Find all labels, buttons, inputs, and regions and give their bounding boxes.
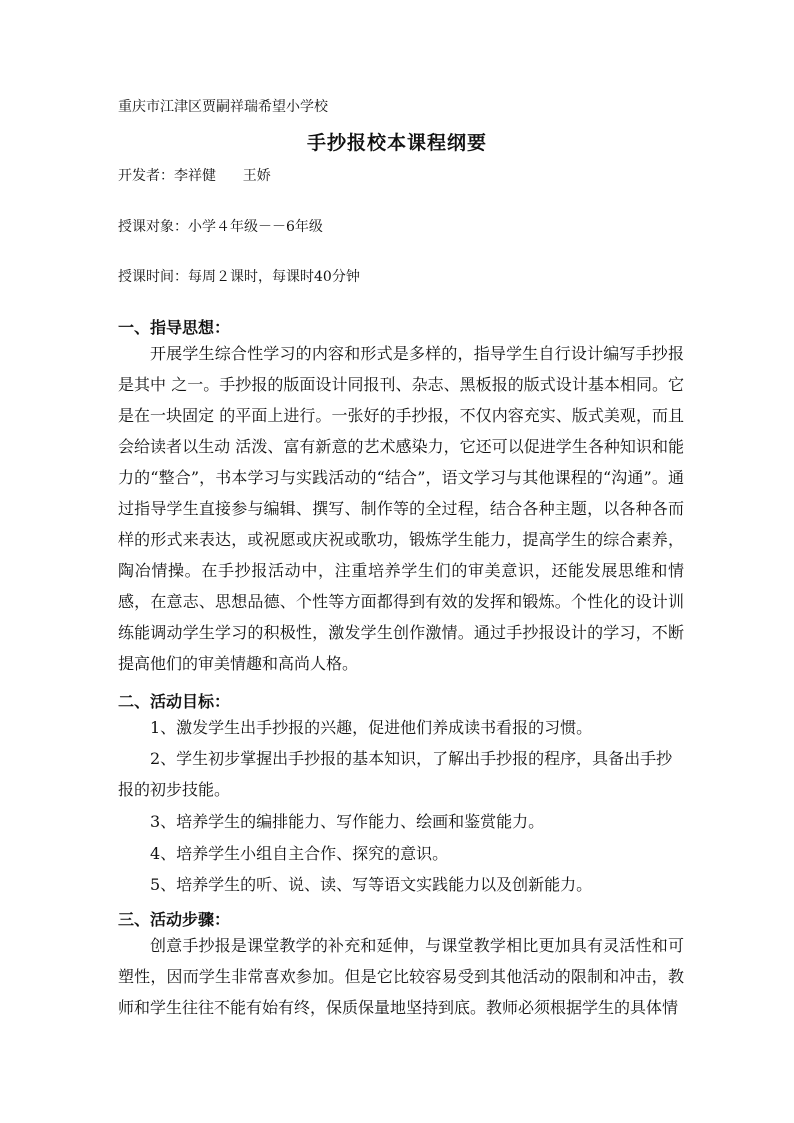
page-title: 手抄报校本课程纲要 (306, 132, 487, 154)
section-heading-steps: 三、活动步骤： (118, 910, 231, 929)
section-body-guiding-thought: 开展学生综合性学习的内容和形式是多样的，指导学生自行设计编写手抄报是其中 之一。手抄报的版面设计同报刊、杂志、黑板报的版式设计基本相同。它是在一块固定 的平面上进行。一张好的手抄报，不仅内容充实、版式美观，而且会给读者以生动 活泼、富有新意的艺术感染力，它还可以促进学生各种知识和能力的“整合”，书本学习与实践活动的“结合”，语文学习与其他课程的“沟通”。通过指导学生直接参与编辑、撰写、制作等的全过程，结合各种主题，以各种各而样的形式来表达，或祝愿或庆祝或歌功，锻炼学生能力，提高学生的综合素养，陶冶情操。在手抄报活动中，注重培养学生们的审美意识，还能发展思维和情感，在意志、思想品德、个性等方面都得到有效的发挥和锻炼。个性化的设计训练能调动学生学习的积极性，激发学生创作激情。通过手抄报设计的学习，不断提高他们的审美情趣和高尚人格。 (118, 344, 684, 673)
goal-item: 2、学生初步掌握出手抄报的基本知识，了解出手抄报的程序，具备出手抄报的初步技能。 (118, 749, 673, 799)
developer-line: 开发者：李祥健 王娇 (118, 168, 271, 184)
school-name: 重庆市江津区贾嗣祥瑞希望小学校 (118, 99, 328, 115)
section-body-steps: 创意手抄报是课堂教学的补充和延伸，与课堂教学相比更加具有灵活性和可塑性，因而学生非常喜欢参加。但是它比较容易受到其他活动的限制和冲击，教师和学生往往不能有始有终，保质保量地坚持到底。教师必须根据学生的具体情 (118, 936, 684, 1017)
goal-item: 3、培养学生的编排能力、写作能力、绘画和鉴赏能力。 (150, 812, 545, 831)
target-line: 授课对象：小学４年级－－6年级 (118, 219, 323, 235)
section-heading-goals: 二、活动目标： (118, 692, 231, 711)
goal-item: 5、培养学生的听、说、读、写等语文实践能力以及创新能力。 (150, 875, 593, 894)
goal-item: 4、培养学生小组自主合作、探究的意识。 (150, 844, 449, 863)
section-heading-guiding-thought: 一、指导思想： (118, 318, 231, 337)
goal-item: 1、激发学生出手抄报的兴趣，促进他们养成读书看报的习惯。 (150, 718, 593, 737)
time-line: 授课时间：每周２课时，每课时40分钟 (118, 269, 360, 285)
